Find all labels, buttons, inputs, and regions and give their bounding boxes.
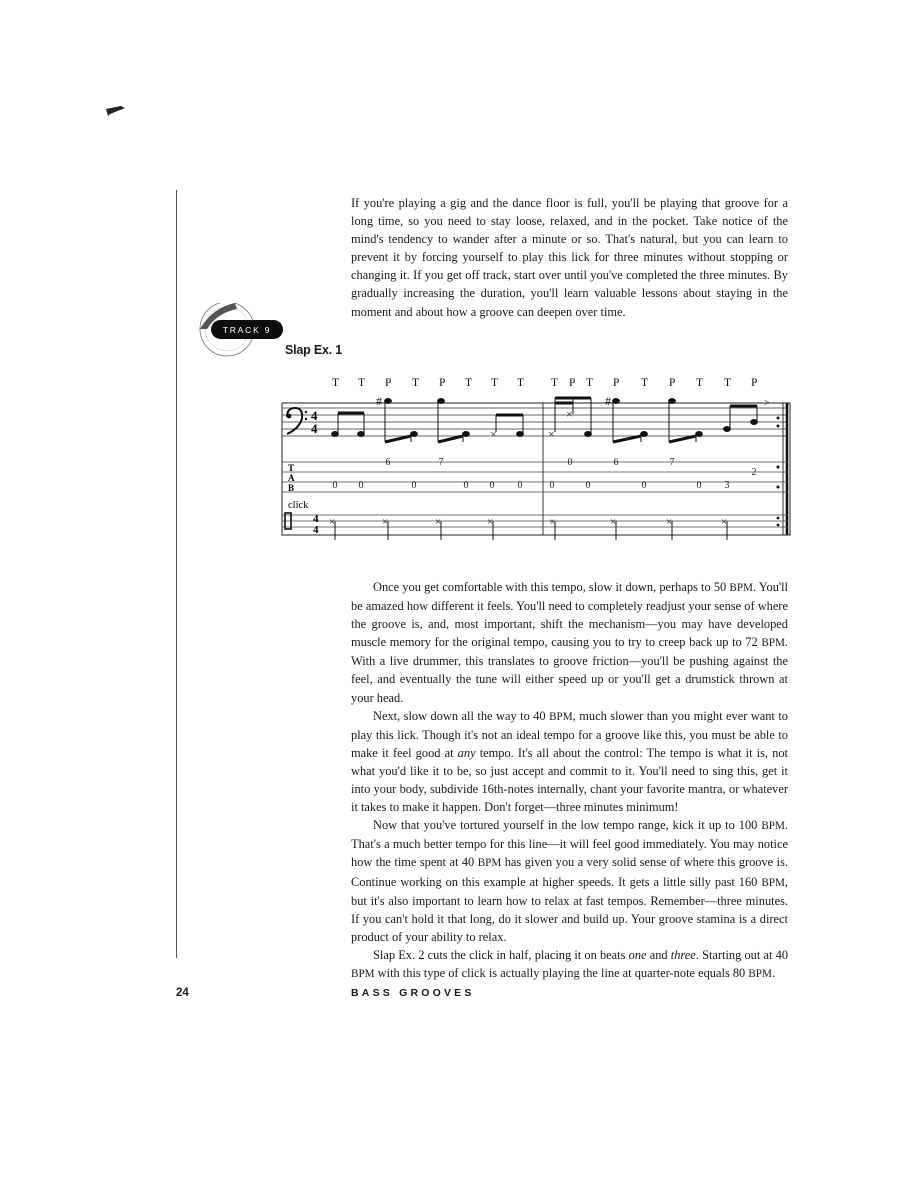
fret-number: 0	[585, 480, 591, 491]
svg-text:×: ×	[487, 516, 494, 528]
tech-mark: T	[412, 377, 420, 389]
svg-text:#: #	[605, 394, 611, 408]
svg-text:4: 4	[313, 513, 319, 525]
tech-mark: P	[669, 377, 676, 389]
tech-mark: T	[724, 377, 732, 389]
time-sig-top: 4	[311, 408, 318, 423]
svg-text:#: #	[376, 394, 382, 408]
running-footer-title: BASS GROOVES	[351, 987, 475, 999]
tech-mark: T	[491, 377, 499, 389]
notes-measure-1	[332, 394, 524, 442]
fret-number: 0	[358, 480, 364, 491]
fret-number: 0	[549, 480, 555, 491]
fret-number: 0	[411, 480, 417, 491]
fret-number: 7	[669, 457, 675, 468]
tech-mark: T	[551, 377, 559, 389]
track-label: TRACK 9	[222, 325, 272, 335]
svg-text:×: ×	[548, 427, 555, 441]
tech-mark: T	[332, 377, 340, 389]
svg-text:4: 4	[313, 524, 319, 536]
click-label: click	[288, 500, 309, 511]
tech-mark: T	[641, 377, 649, 389]
body-paragraph-4: Slap Ex. 2 cuts the click in half, placing it on beats one and three. Starting out at 40 BPM with this type of click is actually playing the line at quarter-note equals 80 BPM.	[351, 947, 789, 980]
fret-number: 0	[517, 480, 523, 491]
svg-text:×: ×	[490, 427, 497, 441]
svg-text:×: ×	[435, 516, 442, 528]
tech-mark: P	[569, 377, 576, 389]
tech-mark: T	[358, 377, 366, 389]
svg-text:×: ×	[549, 516, 556, 528]
svg-text:×: ×	[382, 516, 389, 528]
fret-number: 0	[567, 457, 573, 468]
click-staff	[282, 515, 788, 527]
svg-text:×: ×	[721, 516, 728, 528]
tech-mark: P	[613, 377, 620, 389]
svg-text:×: ×	[566, 407, 573, 421]
fret-number: 0	[463, 480, 469, 491]
notes-measure-2	[548, 394, 770, 442]
fret-number: 0	[489, 480, 495, 491]
page-number: 24	[176, 987, 189, 999]
page-corner-mark	[106, 106, 126, 118]
body-paragraph-3: Now that you've tortured yourself in the low tempo range, kick it up to 100 BPM. That's a much better tempo for this line—it will feel good immediately. You may notice how the time spent at 40 BPM has given you a very solid sense of where this groove is. Continue working on this example at higher speeds. It gets a little silly past 160 BPM, but it's also important to learn how to relax at fast tempos. Remember—three minutes. If you can't hold it that long, do it slower and build up. Your groove stamina is a direct product of your ability to relax.	[351, 818, 788, 944]
fret-number: 0	[696, 480, 702, 491]
tab-letter: A	[288, 473, 295, 483]
tech-mark: P	[439, 377, 446, 389]
tab-letter: B	[288, 483, 295, 493]
body-text	[351, 578, 788, 983]
tech-mark: P	[751, 377, 758, 389]
fret-number: 6	[613, 457, 619, 468]
margin-rule	[176, 190, 177, 958]
track-badge	[197, 303, 289, 364]
technique-marks	[332, 377, 757, 389]
music-notation	[280, 370, 800, 542]
tech-mark: T	[586, 377, 594, 389]
body-paragraph-1: Once you get comfortable with this tempo, slow it down, perhaps to 50 BPM. You'll be amazed how different it feels. You'll need to completely readjust your sense of where the groove is, and, most important, shift the mechanism—you may have developed muscle memory for the original tempo, causing you to try to creep back up to 72 BPM. With a live drummer, this translates to groove friction—you'll be pushing against the feel, and eventually the tune will either speed up or you'll get a drumstick thrown at your head.	[351, 580, 789, 705]
time-sig-bottom: 4	[311, 421, 318, 436]
example-title: Slap Ex. 1	[285, 343, 343, 357]
tab-letter: T	[288, 463, 295, 473]
tech-mark: T	[696, 377, 704, 389]
click-notes	[329, 516, 727, 540]
tech-mark: T	[517, 377, 525, 389]
fret-number: 0	[332, 480, 338, 491]
svg-text:×: ×	[329, 516, 336, 528]
fret-number: 0	[641, 480, 647, 491]
svg-text:×: ×	[610, 516, 617, 528]
svg-text:>: >	[764, 398, 770, 409]
bass-clef-icon	[287, 408, 308, 434]
svg-text:×: ×	[666, 516, 673, 528]
tech-mark: T	[465, 377, 473, 389]
fret-number: 7	[438, 457, 444, 468]
tech-mark: P	[385, 377, 392, 389]
fret-number: 6	[385, 457, 391, 468]
fret-number: 3	[724, 480, 730, 491]
intro-paragraph: If you're playing a gig and the dance floor is full, you'll be playing that groove for a long time, so you need to stay loose, relaxed, and in the pocket. Take notice of the mind's tendency to wander after a minute or so. That's natural, but you can learn to prevent it by forcing yourself to play this lick for three minutes without stopping or changing it. If you get off track, start over until you've completed the three minutes. By gradually increasing the duration, you'll learn valuable lessons about staying in the moment and about how a groove can deepen over time.	[351, 196, 788, 319]
fret-number: 2	[751, 467, 757, 478]
body-paragraph-2: Next, slow down all the way to 40 BPM, much slower than you might ever want to play this lick. Though it's not an ideal tempo for a groove like this, you must be able to make it feel good at any tempo. It's all about the control: The tempo is what it is, not what you'd like it to be, so just accept and commit to it. You'll need to sing this, get it into your body, subdivide 16th-notes internally, chant your favorite mantra, or whatever it takes to make it happen. Don't forget—three minutes minimum!	[351, 708, 788, 815]
